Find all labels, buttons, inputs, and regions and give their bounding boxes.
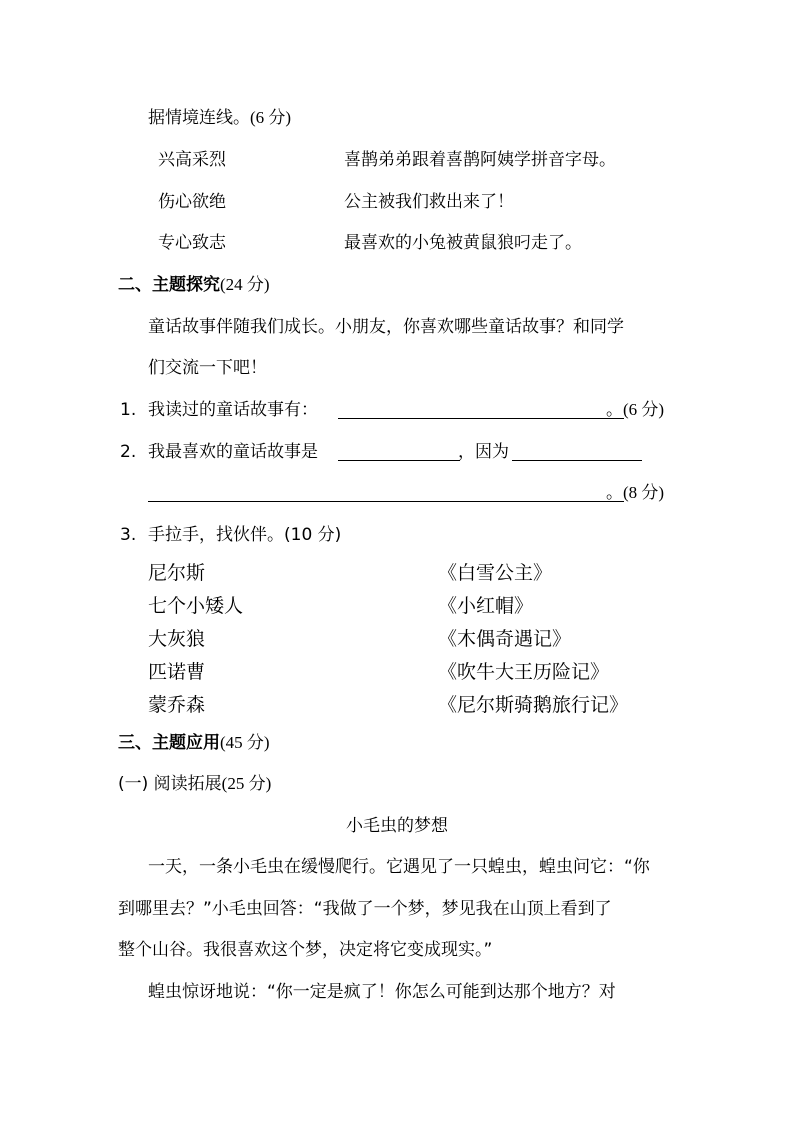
matching-left-item: 伤心欲绝 (158, 192, 226, 212)
matching-left-item: 专心致志 (158, 233, 226, 253)
question-2-text: 我最喜欢的童话故事是 (148, 442, 318, 462)
sub-heading-score: (25 分) (221, 774, 272, 793)
question-2-score: 。(8 分) (606, 483, 665, 502)
matching-instruction-score: (6 分) (250, 108, 292, 127)
question-2-number: 2. (120, 442, 137, 462)
question-2-reason-blank[interactable] (512, 460, 642, 461)
book-title: 《尼尔斯骑鹅旅行记》 (438, 694, 629, 716)
book-title: 《小红帽》 (438, 595, 534, 617)
book-title: 《吹牛大王历险记》 (438, 661, 610, 683)
question-2-because: ，因为 (458, 442, 509, 462)
question-3-text: 手拉手，找伙伴。(10 分) (148, 525, 342, 545)
character-name: 七个小矮人 (148, 595, 244, 617)
story-line: 一天，一条小毛虫在缓慢爬行。它遇见了一只蝗虫，蝗虫问它：“你 (148, 857, 650, 877)
character-name: 匹诺曹 (148, 661, 206, 683)
section-heading-3 (118, 733, 270, 753)
story-line: 到哪里去？”小毛虫回答：“我做了一个梦，梦见我在山顶上看到了 (118, 899, 612, 919)
sub-heading-text: (一) 阅读拓展 (118, 774, 222, 794)
section-heading-2-text: 二、主题探究 (118, 275, 220, 295)
intro-text-line: 们交流一下吧！ (148, 358, 267, 378)
matching-right-item: 最喜欢的小兔被黄鼠狼叼走了。 (344, 233, 582, 253)
story-line: 蝗虫惊讶地说：“你一定是疯了！你怎么可能到达那个地方？对 (148, 982, 616, 1002)
question-1-score: 。(6 分) (606, 400, 665, 419)
question-2-reason-blank-line2[interactable] (148, 501, 624, 502)
question-1-number: 1. (120, 400, 137, 420)
matching-right-item: 喜鹊弟弟跟着喜鹊阿姨学拼音字母。 (344, 150, 616, 170)
question-1-text: 我读过的童话故事有： (148, 400, 318, 420)
question-2-story-blank[interactable] (338, 460, 460, 461)
section-heading-2-score: (24 分) (220, 275, 270, 294)
matching-left-item: 兴高采烈 (158, 150, 226, 170)
intro-text-line: 童话故事伴随我们成长。小朋友，你喜欢哪些童话故事？和同学 (148, 317, 624, 337)
section-heading-3-text: 三、主题应用 (118, 733, 220, 753)
matching-right-item: 公主被我们救出来了！ (344, 192, 514, 212)
story-line: 整个山谷。我很喜欢这个梦，决定将它变成现实。” (118, 940, 493, 960)
character-name: 尼尔斯 (148, 562, 206, 584)
matching-instruction (148, 108, 291, 128)
character-name: 蒙乔森 (148, 694, 206, 716)
book-title: 《木偶奇遇记》 (438, 628, 572, 650)
story-title: 小毛虫的梦想 (346, 816, 448, 836)
question-3-number: 3. (120, 525, 137, 545)
character-name: 大灰狼 (148, 628, 206, 650)
sub-heading (118, 774, 271, 794)
book-title: 《白雪公主》 (438, 562, 553, 584)
question-1-answer-blank[interactable] (338, 418, 624, 419)
matching-instruction-text: 据情境连线。 (148, 108, 250, 128)
section-heading-3-score: (45 分) (220, 733, 270, 752)
section-heading-2 (118, 275, 270, 295)
